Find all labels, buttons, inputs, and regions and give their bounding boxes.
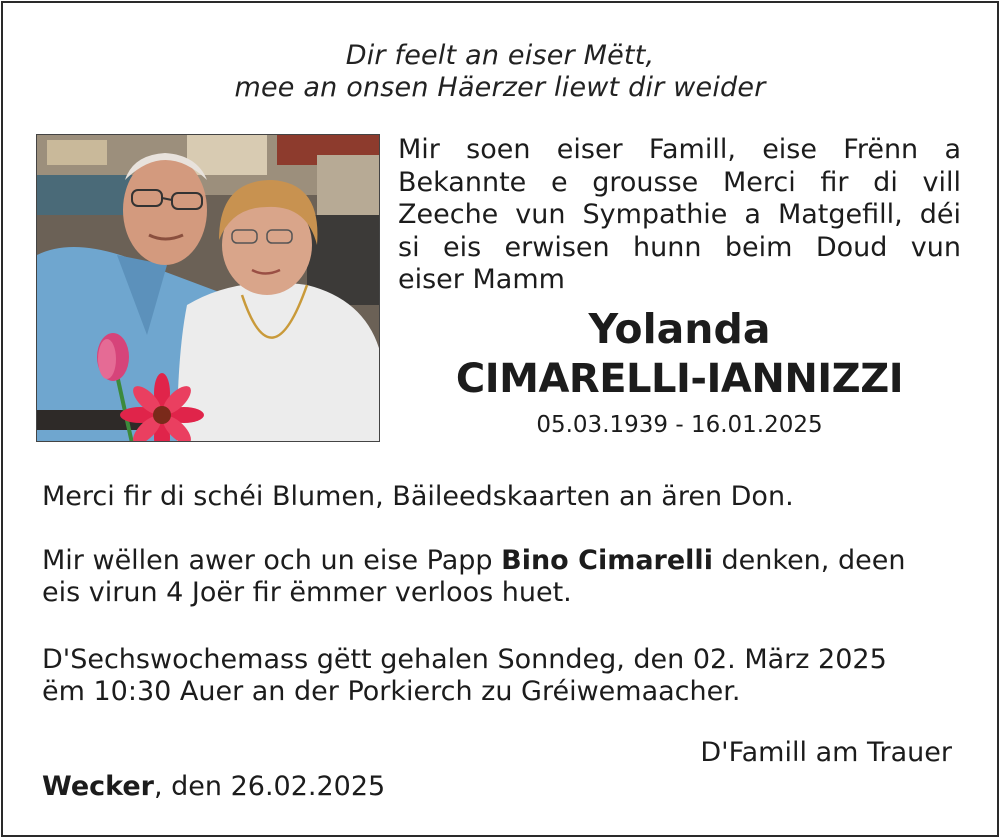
life-dates: 05.03.1939 - 16.01.2025 [536, 412, 823, 438]
father-name: Bino Cimarelli [501, 545, 713, 576]
couple-photo [36, 134, 380, 442]
father-remembrance [42, 545, 972, 609]
thanks-line: Zeeche vun Sympathie a Matgefill, déi [398, 199, 961, 230]
family-signature: D'Famill am Trauer [700, 737, 952, 768]
remembrance-text-end: denken, deen [712, 545, 906, 576]
thanks-line: eiser Mamm [398, 264, 565, 295]
deceased-first-name: Yolanda [588, 305, 771, 353]
mass-line-2: ëm 10:30 Auer an der Porkierch zu Gréiwemaacher. [42, 676, 741, 707]
town-name: Wecker [42, 771, 154, 802]
thanks-line: Mir soen eiser Famill, eise Frënn a [398, 134, 961, 165]
quote-line-2: mee an onsen Häerzer liewt dir weider [234, 72, 766, 103]
thanks-line: si eis erwisen hunn beim Doud vun [398, 231, 961, 263]
thanks-paragraph [398, 134, 961, 297]
deceased-surname: CIMARELLI-IANNIZZI [455, 356, 904, 402]
flowers-thanks: Merci fir di schéi Blumen, Bäileedskaarten an ären Don. [42, 481, 794, 512]
remembrance-text: Mir wëllen awer och un eise Papp [42, 545, 502, 576]
mass-line-1: D'Sechswochemass gëtt gehalen Sonndeg, den 02. März 2025 [42, 644, 887, 675]
mass-announcement [42, 644, 972, 708]
remembrance-line-2: eis virun 4 Joër fir ëmmer verloos huet. [42, 577, 572, 608]
notice-date: , den 26.02.2025 [154, 771, 386, 802]
thanks-line: Bekannte e grousse Merci fir di vill [398, 166, 961, 198]
place-date [42, 771, 385, 802]
quote-line-1: Dir feelt an eiser Mëtt, [345, 40, 655, 71]
